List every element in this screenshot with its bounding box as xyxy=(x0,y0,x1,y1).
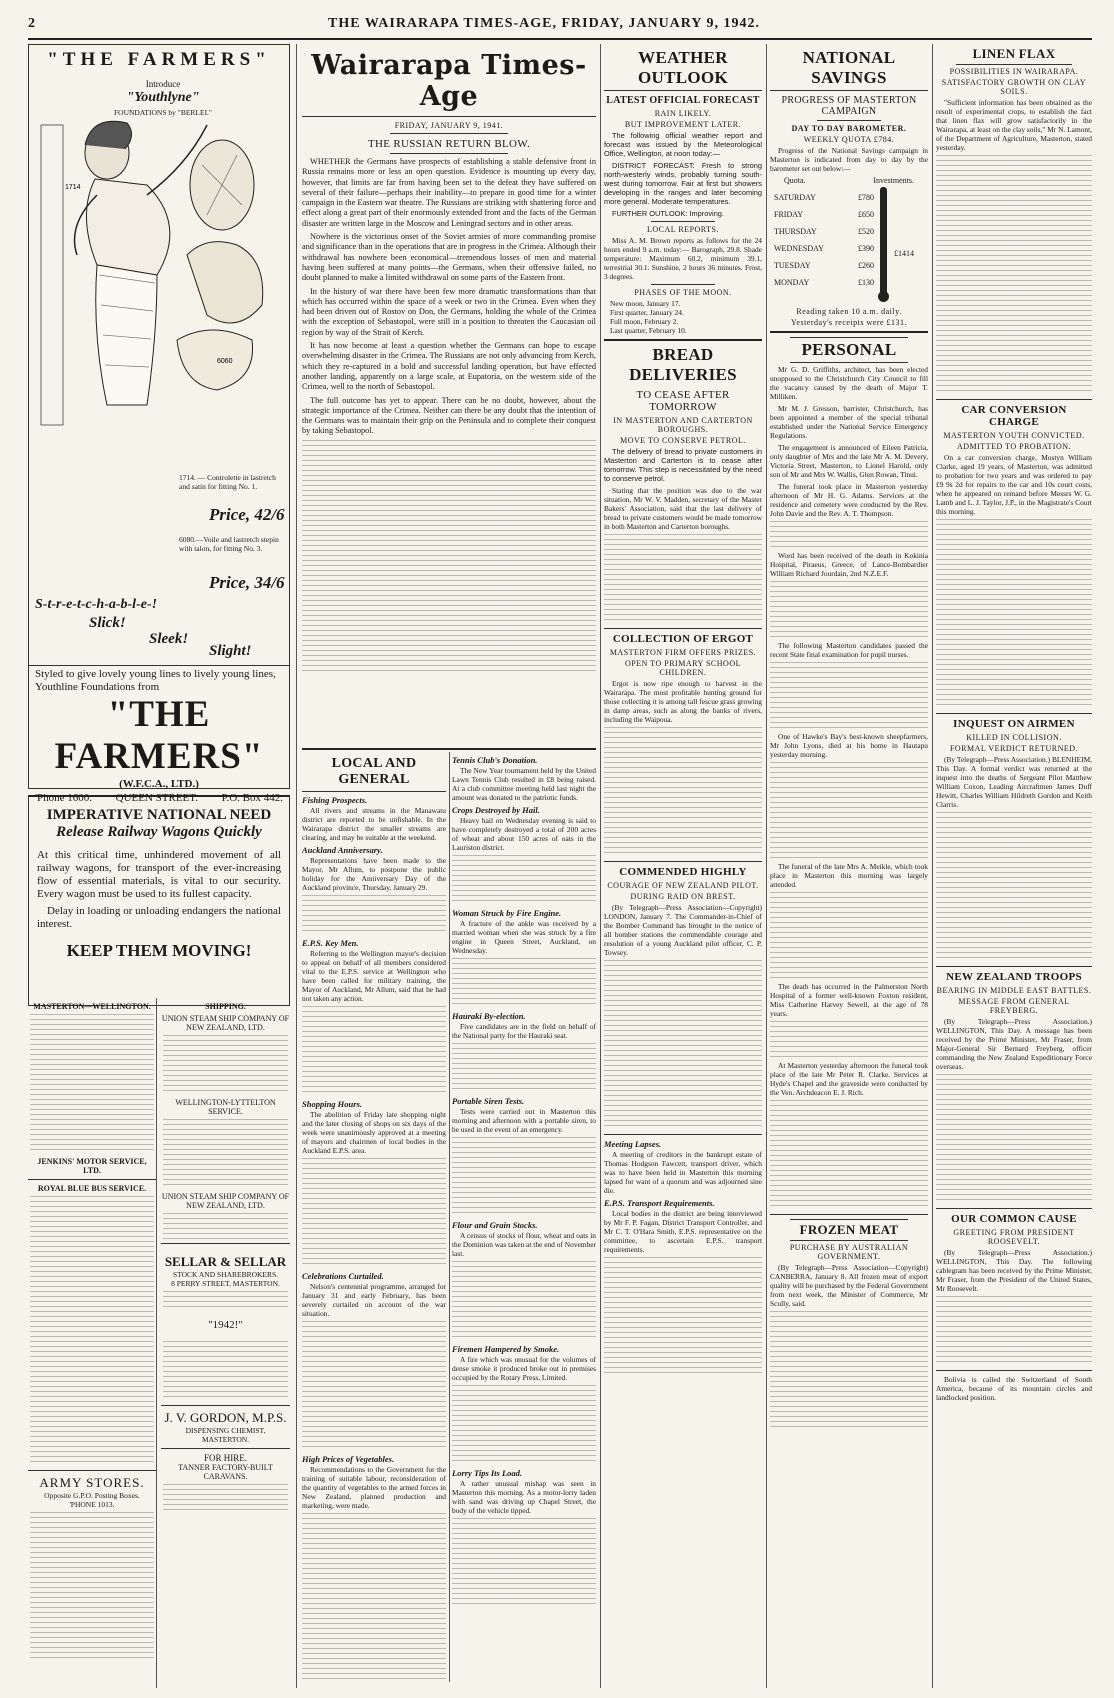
masterton-wellington-head: MASTERTON—WELLINGTON. xyxy=(33,1002,151,1011)
local-item-2: E.P.S. Key Men. Referring to the Wellington mayor's decision to appeal on behalf of all members considered vital to the E.P.S. service at Wellington who have been called for military training, the Mayor of Auckland, Mr Allum, said that he had not taken any action. xyxy=(302,938,446,1003)
commended-sub: COURAGE OF NEW ZEALAND PILOT. xyxy=(607,881,759,890)
weather-further: FURTHER OUTLOOK: Improving. xyxy=(612,209,724,218)
savings-yesterday: Yesterday's receipts were £131. xyxy=(790,318,908,327)
farmers-title: "THE FARMERS" xyxy=(47,49,271,70)
savings-reading: Reading taken 10 a.m. daily. xyxy=(796,307,902,316)
gordon-town: MASTERTON. xyxy=(201,1435,250,1444)
moon-head: PHASES OF THE MOON. xyxy=(634,288,732,297)
barometer-day: WEDNESDAY xyxy=(774,244,824,253)
local-item-4: Celebrations Curtailed. Nelson's centennial programme, arranged for January 31 and early February, has been severely curtailed on account of the war situation. xyxy=(302,1271,446,1318)
local-general-title: LOCAL AND GENERAL xyxy=(302,756,446,792)
barometer-day: SATURDAY xyxy=(774,193,816,202)
farmers-pobox: P.O. Box 442. xyxy=(221,792,283,804)
local-item-5: High Prices of Vegetables. Recommendations to the Government for the training of suitable labour, reconsideration of the quantity of vegetables to the armed forces in New Zealand, planned production and marketing, were made. xyxy=(302,1454,446,1510)
ergot-text: Ergot is now ripe enough to harvest in the Wairarapa. The most profitable hunting ground for those collecting it is among tall fescue grass growing in damp areas, such as along the banks of rivers, including the Waipoua. xyxy=(604,679,762,724)
personal-p1: Mr M. J. Gresson, barrister, Christchurch, has been appointed a member of the special tribunal established under the National Service Emergency Regulations. xyxy=(770,404,928,440)
page-header xyxy=(28,16,1092,38)
bread-where: IN MASTERTON AND CARTERTON BOROUGHS. xyxy=(613,416,753,434)
eps-head: E.P.S. Transport Requirements. xyxy=(604,1198,715,1208)
army-stores-phone: 'PHONE 1013. xyxy=(69,1500,115,1509)
newspaper-page xyxy=(28,8,1092,1688)
barometer-amount: £520 xyxy=(858,227,874,236)
cause-title: OUR COMMON CAUSE xyxy=(951,1213,1077,1225)
army-stores-text xyxy=(30,1512,154,1662)
barometer-amount: £130 xyxy=(858,278,874,287)
sellar-head: SELLAR & SELLAR xyxy=(164,1254,287,1269)
local2-item-7: Lorry Tips Its Load. A rather unusual mishap was seen in Masterton this morning. As a motor-lorry laden with sand was driving up Chapel Street, the body of the vehicle tipped. xyxy=(452,1468,596,1515)
editorial-title: THE RUSSIAN RETURN BLOW. xyxy=(367,138,531,150)
linen-sub: POSSIBILITIES IN WAIRARAPA. xyxy=(949,67,1079,76)
editorial-p4: It has now become at least a question whether the Germans can hope to escape overwhelming disaster in the Crimea. The Russians are not only advancing from Kerch, which they re-captured in a bold and successful landing operation, but have effected another landing, apparently on a large scale, at Eupatoria, on the western side of the Crimea, well to the north of Sebastopol. xyxy=(302,341,596,392)
barometer-header: Quota. Investments. xyxy=(784,176,914,185)
personal-p4: Word has been received of the death in Kokinia Hospital, Piraeus, Greece, of Lance-Bombardier William Richard Jourdain, 2nd N.Z.E.F. xyxy=(770,551,928,578)
car-sub: MASTERTON YOUTH CONVICTED. xyxy=(943,431,1085,440)
nztroops-sub: BEARING IN MIDDLE EAST BATTLES. xyxy=(936,986,1092,995)
year-greeting: "1942!" xyxy=(208,1319,243,1331)
local2-item-1: Crops Destroyed by Hail. Heavy hail on Wednesday evening is said to have completely destroyed a total of 200 acres of wheat and about 150 acres of oats in the Lauriston district. xyxy=(452,805,596,852)
berlei-label: FOUNDATIONS by "BERLEI." xyxy=(114,108,212,117)
army-stores-sub: Opposite G.P.O. Posting Boxes. xyxy=(44,1491,140,1500)
barometer-row xyxy=(774,189,874,206)
local-reports-head: LOCAL REPORTS. xyxy=(646,225,719,234)
invest-total: £1414 xyxy=(894,249,914,258)
editorial-p2: Nowhere is the victorious onset of the Soviet armies of more commanding promise and significance than in the operations that are in progress in the Crimea. Although their withdrawal has nowhere been economical—tremendous losses of men and material having been suffered at many points—the Germans, when their offensive failed, no doubt planned to make a limited withdrawal on some parts of the Eastern front. xyxy=(302,232,596,283)
commended-text: (By Telegraph—Press Association—Copyright) LONDON, January 7. The Commander-in-Chief of the Bomber Command has brought to the notice of all bomber stations the commendable courage and resolution of a young Auckland pilot officer, C. P. Towsey. xyxy=(604,903,762,957)
masthead: THE WAIRARAPA TIMES-AGE, FRIDAY, JANUARY 9, 1942. xyxy=(328,16,761,31)
price-6080: Price, 34/6 xyxy=(209,573,285,592)
price-1714: Price, 42/6 xyxy=(209,505,285,524)
bread-lead: The delivery of bread to private customers in Masterton and Carterton is to cease after tomorrow. This step is necessitated by the need to conserve petrol. xyxy=(604,447,762,483)
bolivia-note: Bolivia is called the Switzerland of South America, because of its mountain circles and landlocked position. xyxy=(936,1375,1092,1402)
item-6080: 6080.—Voile and lastretch stepin with talon, for fitting No. 3. xyxy=(179,535,279,553)
barometer-row xyxy=(774,240,874,257)
weather-forecast: The following official weather report and forecast was issued by the Meteorological Office, Wellington, at noon today:— xyxy=(604,131,762,158)
column-c xyxy=(604,44,762,1688)
timetable-text xyxy=(30,1014,154,1154)
army-stores-head: ARMY STORES. xyxy=(39,1475,145,1490)
personal-p2: The engagement is announced of Eileen Patricia, only daughter of Mrs and the late Mr A. M. Devery, Victoria Street, Masterton, to Lionel Harold, only son of Mr and Mrs W. Wallis, Glen Rowan, Tinui. xyxy=(770,443,928,479)
ergot-sub-2: OPEN TO PRIMARY SCHOOL CHILDREN. xyxy=(625,659,741,677)
local2-item-3: Hauraki By-election. Five candidates are in the field on behalf of the National party for the Hauraki seat. xyxy=(452,1011,596,1040)
royal-blue-head: ROYAL BLUE BUS SERVICE. xyxy=(37,1184,147,1193)
bread-move: MOVE TO CONSERVE PETROL. xyxy=(620,436,746,445)
barometer-amount: £650 xyxy=(858,210,874,219)
local-reports-text: Miss A. M. Brown reports as follows for the 24 hours ended 9 a.m. today:— Barograph, 29.8. Shade temperature: Maximum 60.2, minimum 39.1, terrestrial 30.1. Sunshine, 2 hours 36 minutes. Frost, 3 degrees. xyxy=(604,236,762,281)
savings-text: Progress of the National Savings campaign in Masterton is indicated from day to day by the barometer set out below:— xyxy=(770,146,928,173)
union-steam-head: UNION STEAM SHIP COMPANY OF NEW ZEALAND, LTD. xyxy=(161,1014,290,1032)
cause-sub: GREETING FROM PRESIDENT ROOSEVELT. xyxy=(953,1228,1075,1246)
local2-item-5: Flour and Grain Stocks. A census of stocks of flour, wheat and oats in the Dominion was taken at the end of November last. xyxy=(452,1220,596,1258)
youthlyne-brand: "Youthlyne" xyxy=(126,90,200,105)
commended-sub-2: DURING RAID ON BREST. xyxy=(630,892,736,901)
weather-title: WEATHER OUTLOOK xyxy=(604,48,762,91)
imperative-body: At this critical time, unhindered movement of all railway wagons, for transport of the ever-increasing flow of essential materials, is vital to our security. Every wagon must be used to its fullest capacity. xyxy=(37,849,281,900)
barometer xyxy=(770,189,928,299)
page-number: 2 xyxy=(28,16,36,31)
local-general-col-2 xyxy=(452,752,596,1682)
local2-item-6: Firemen Hampered by Smoke. A fire which was unusual for the volumes of dense smoke it produced broke out in premises occupied by the Rotary Press, Limited. xyxy=(452,1344,596,1382)
farmers-phone: 'Phone 1600. xyxy=(35,792,92,804)
personal-p7: The funeral of the late Mrs A. Meikle, which took place in Masterton this morning was largely attended. xyxy=(770,862,928,889)
weather-rain: RAIN LIKELY. xyxy=(654,109,712,118)
imperative-title: IMPERATIVE NATIONAL NEED xyxy=(46,807,272,823)
linen-title: LINEN FLAX xyxy=(956,46,1072,65)
nameplate: Wairarapa Times-Age xyxy=(311,50,587,112)
slick-tag: Slick! xyxy=(89,615,126,631)
inquest-text: (By Telegraph—Press Association.) BLENHEIM, This Day. A formal verdict was returned at the inquest into the deaths of Sergeant Pilot Matthew William Coxon, Leading Aircraftmen James Duff Hewitt, Charles William Hildreth Gordon and Keith Clarris. xyxy=(936,755,1092,809)
personal-p6: One of Hawke's Bay's best-known sheepfarmers, Mr John Lyons, died at his home in Hautapu yesterday morning. xyxy=(770,732,928,759)
tanner-head: TANNER FACTORY-BUILT CARAVANS. xyxy=(178,1463,273,1481)
meeting-text: A meeting of creditors in the bankrupt estate of Thomas Hodgson Fawcett, transport driver, which was to have been held in Masterton this morning lapsed for want of a quorum and was adjourned sine die. xyxy=(604,1150,762,1195)
barometer-amount: £260 xyxy=(858,261,874,270)
nztroops-title: NEW ZEALAND TROOPS xyxy=(946,971,1082,983)
farmers-intro: Introduce xyxy=(145,79,181,89)
car-text: On a car conversion charge, Mostyn William Clarke, aged 19 years, of Masterton, was admitted to probation for two years and was ordered to pay £9 9s 2d for repairs to the car and 10s court costs, when he appeared on remand before Messrs W. G. Lamb and L. J. Taylor, J.P., in the Magistrate's Court this morning. xyxy=(936,453,1092,516)
linen-text: "Sufficient information has been obtained as the result of experimental crops, to establish the fact that linen flax will grow satisfactorily in the Wairarapa, at least on the clay soils," Mr N. Lamont, of the Department of Agriculture, Masterton, stated yesterday. xyxy=(936,98,1092,152)
classifieds-right xyxy=(161,1002,290,1517)
sellar-sub: STOCK AND SHAREBROKERS. xyxy=(172,1270,279,1279)
barometer-amount: £780 xyxy=(858,193,874,202)
barometer-fill xyxy=(881,188,886,294)
union-steam-head-2: UNION STEAM SHIP COMPANY OF NEW ZEALAND, LTD. xyxy=(161,1192,290,1210)
commended-title: COMMENDED HIGHLY xyxy=(619,866,747,878)
personal-p8: The death has occurred in the Palmerston North Hospital of a former well-known Foxton resident, Miss Catherine Harvey Sewell, at the age of 78 years. xyxy=(770,982,928,1018)
local-item-0: Fishing Prospects. All rivers and streams in the Manawatu district are reported to be unfishable. In the Wairarapa district the smaller streams are clearing, and may be suitable at the weekend. xyxy=(302,795,446,842)
gordon-sub: DISPENSING CHEMIST, xyxy=(185,1426,266,1435)
local-item-3: Shopping Hours. The abolition of Friday late shopping night and the later closing of shops on six days of the week were unanimously approved at a meeting of mayors and chairmen of local bodies in the Auckland E.P.S. area. xyxy=(302,1099,446,1155)
sleek-tag: Sleek! xyxy=(149,631,189,647)
svg-text:6060: 6060 xyxy=(217,358,233,365)
stretchable-tag: S-t-r-e-t-c-h-a-b-l-e-! xyxy=(35,597,158,612)
ergot-title: COLLECTION OF ERGOT xyxy=(612,633,754,645)
barometer-day: TUESDAY xyxy=(774,261,811,270)
column-e xyxy=(936,44,1092,1688)
header-rule xyxy=(28,38,1092,40)
nztroops-text: (By Telegraph—Press Association.) WELLINGTON, This Day. A message has been received by the Prime Minister, Mr Fraser, from Major-General Sir Bernard Freyberg, officer commanding the New Zealand Expeditionary Force overseas. xyxy=(936,1017,1092,1071)
ergot-sub: MASTERTON FIRM OFFERS PRIZES. xyxy=(609,648,757,657)
column-d xyxy=(770,44,928,1688)
inquest-sub-2: FORMAL VERDICT RETURNED. xyxy=(949,744,1079,753)
savings-subtitle: PROGRESS OF MASTERTON CAMPAIGN xyxy=(781,95,917,117)
ads-column xyxy=(28,44,290,1688)
barometer-day: FRIDAY xyxy=(774,210,804,219)
weather-subtitle: LATEST OFFICIAL FORECAST xyxy=(606,95,760,106)
car-sub-2: ADMITTED TO PROBATION. xyxy=(956,442,1072,451)
personal-p3: The funeral took place in Masterton yesterday afternoon of Mr H. G. Adams. Services at the residence and cemetery were conducted by the Rev. John Davie and the Rev. A. T. Thompson. xyxy=(770,482,928,518)
imperative-subtitle: Release Railway Wagons Quickly xyxy=(56,824,262,840)
for-hire-head: FOR HIRE. xyxy=(203,1453,247,1463)
gordon-head: J. V. GORDON, M.P.S. xyxy=(164,1410,287,1425)
local2-item-2: Woman Struck by Fire Engine. A fracture of the ankle was received by a married woman when she was struck by a fire engine in Queen Street, Auckland, on Wednesday. xyxy=(452,908,596,955)
editorial-p1: WHETHER the Germans have prospects of establishing a stable defensive front in Russia remains more or less an open question. Evidence is mounting up every day, however, that limits are far from having been set to the defeat they have suffered on several of their failure—perhaps their inability—to prepare in good time for a winter campaign in the Eastern war theatre. The Russians are striking with shattering force and effect along a great part of their enormously extended front and the facts of the German disaster are written large in the Moscow and Leningrad sectors and in other areas. xyxy=(302,157,596,228)
farmers-contact xyxy=(35,792,283,804)
linen-sub-2: SATISFACTORY GROWTH ON CLAY SOILS. xyxy=(941,78,1087,96)
imperative-body-2: Delay in loading or unloading endangers the national interest. xyxy=(37,905,281,930)
frozen-sub: PURCHASE BY AUSTRALIAN GOVERNMENT. xyxy=(789,1243,909,1261)
farmers-advert xyxy=(28,44,290,666)
jenkins-head: JENKINS' MOTOR SERVICE, LTD. xyxy=(37,1157,147,1175)
local-item-1: Auckland Anniversary. Representations have been made to the Mayor, Mr Allum, to postpone the public holiday for the Anniversary Day of the Auckland province, Thursday, January 29. xyxy=(302,845,446,892)
frozen-title: FROZEN MEAT xyxy=(790,1219,908,1241)
personal-p9: At Masterton yesterday afternoon the funeral took place of the late Mr Peter R. Clarke. Services at Hyde's Chapel and the graveside were conducted by the Ven. Archdeacon E. J. Rich. xyxy=(770,1061,928,1097)
savings-title: NATIONAL SAVINGS xyxy=(770,48,928,91)
local-general-col-1 xyxy=(302,752,446,1682)
barometer-day: MONDAY xyxy=(774,278,810,287)
svg-text:1714: 1714 xyxy=(65,184,81,191)
classifieds-left xyxy=(28,1002,156,1665)
bread-title: BREAD DELIVERIES xyxy=(629,345,737,384)
wellington-lyttelton-head: WELLINGTON-LYTTELTON SERVICE. xyxy=(175,1098,276,1116)
weather-district: DISTRICT FORECAST: Fresh to strong north-westerly winds, probably turning south-west during tomorrow. Fair at first but showers developing in the ranges and later becoming more general. Moderate temperatures. xyxy=(604,161,762,206)
editorial-date: FRIDAY, JANUARY 9, 1941. xyxy=(394,121,504,130)
savings-day: DAY TO DAY BAROMETER. xyxy=(791,124,907,133)
farmers-footer xyxy=(28,666,290,804)
barometer-row xyxy=(774,223,874,240)
editorial-p3: In the history of war there have been few more dramatic transformations than that which has occurred within the space of a week or two in the Crimea. Even when they had been driven out of Rostov on Don, the Germans, holding the whole of the Crimea with the exception of Sebastopol, were still in a position to threaten the Caucasian oil region by way of the Strait of Kerch. xyxy=(302,286,596,337)
editorial-p5: The full outcome has yet to appear. There can be no doubt, however, about the strategic importance of the Crimea. Neither can there be any doubt that the intention of the Germans was to maintain their grip on the Peninsula and to complete their conquest by taking Sebastopol. xyxy=(302,395,596,436)
personal-title: PERSONAL xyxy=(790,337,908,363)
corset-illustration xyxy=(37,105,285,465)
keep-them-moving: KEEP THEM MOVING! xyxy=(66,941,252,960)
bread-text: Stating that the position was due to the war situation, Mr W. V. Madden, secretary of the Master Bakers' Association, said that the last delivery of bread to private customers would be made tomorrow in both Masterton and Carterton boroughs. xyxy=(604,486,762,531)
inquest-sub: KILLED IN COLLISION. xyxy=(966,733,1062,742)
farmers-wfca: (W.F.C.A., LTD.) xyxy=(119,778,199,790)
barometer-day: THURSDAY xyxy=(774,227,817,236)
farmers-store: "THE FARMERS" xyxy=(54,694,264,777)
shipping-head: SHIPPING. xyxy=(205,1002,246,1011)
personal-p5: The following Masterton candidates passed the recent State final examination for pupil nurses. xyxy=(770,641,928,659)
barometer-row xyxy=(774,257,874,274)
sellar-addr: 8 PERRY STREET, MASTERTON. xyxy=(171,1279,280,1288)
imperative-advert xyxy=(28,795,290,1006)
editorial-continued xyxy=(302,440,596,675)
car-title: CAR CONVERSION CHARGE xyxy=(961,404,1067,428)
personal-p0: Mr G. D. Griffiths, architect, has been elected unopposed to the Christchurch City Council to fill the vacancy caused by the death of Major T. Milliken. xyxy=(770,365,928,401)
item-1714: 1714. — Controlette in lastretch and satin for fitting No. 1. xyxy=(179,473,276,491)
cause-text: (By Telegraph—Press Association.) WELLINGTON, This Day. The following cablegram has been received by the Prime Minister, Mr Fraser, from the President of the United States, Mr Roosevelt. xyxy=(936,1248,1092,1293)
barometer-row xyxy=(774,274,874,291)
meeting-head: Meeting Lapses. xyxy=(604,1139,662,1149)
bread-subtitle: TO CEASE AFTER TOMORROW xyxy=(636,389,730,413)
weather-improve: BUT IMPROVEMENT LATER. xyxy=(624,120,742,129)
local2-item-0: Tennis Club's Donation. The New Year tournament held by the United Lawn Tennis Club resulted in £8 being raised. At a club committee meeting held last night the amount was donated to the patriotic funds. xyxy=(452,755,596,802)
farmers-street: QUEEN STREET. xyxy=(115,792,198,804)
nztroops-sub-2: MESSAGE FROM GENERAL FREYBERG. xyxy=(958,997,1070,1015)
barometer-tube xyxy=(880,187,887,295)
savings-quota: WEEKLY QUOTA £784. xyxy=(803,135,895,144)
moon-list: New moon, January 17. First quarter, January 24. Full moon, February 2. Last quarter, February 10. xyxy=(610,299,687,335)
farmers-body: Styled to give lovely young lines to lively young lines, Youthline Foundations from xyxy=(35,668,276,693)
local2-item-4: Portable Siren Tests. Tests were carried out in Masterton this morning and afternoon with a portable siren, to be used in the event of an emergency. xyxy=(452,1096,596,1134)
inquest-title: INQUEST ON AIRMEN xyxy=(953,718,1075,730)
frozen-text: (By Telegraph—Press Association—Copyright) CANBERRA, January 8. All frozen meat of export quality will be purchased by the Federal Government from next week, the Minister of Commerce, Mr Scully, said. xyxy=(770,1263,928,1308)
barometer-bulb xyxy=(878,291,889,302)
slight-tag: Slight! xyxy=(209,643,252,659)
barometer-amount: £390 xyxy=(858,244,874,253)
bus-timetable-text xyxy=(30,1196,154,1466)
barometer-row xyxy=(774,206,874,223)
eps-text: Local bodies in the district are being interviewed by Mr F. P. Fagan, District Transport Controller, and Mr C. T. O'Hara Smith, E.P.S. representative on the committee, to ascertain E.P.S. transport requirements. xyxy=(604,1209,762,1254)
